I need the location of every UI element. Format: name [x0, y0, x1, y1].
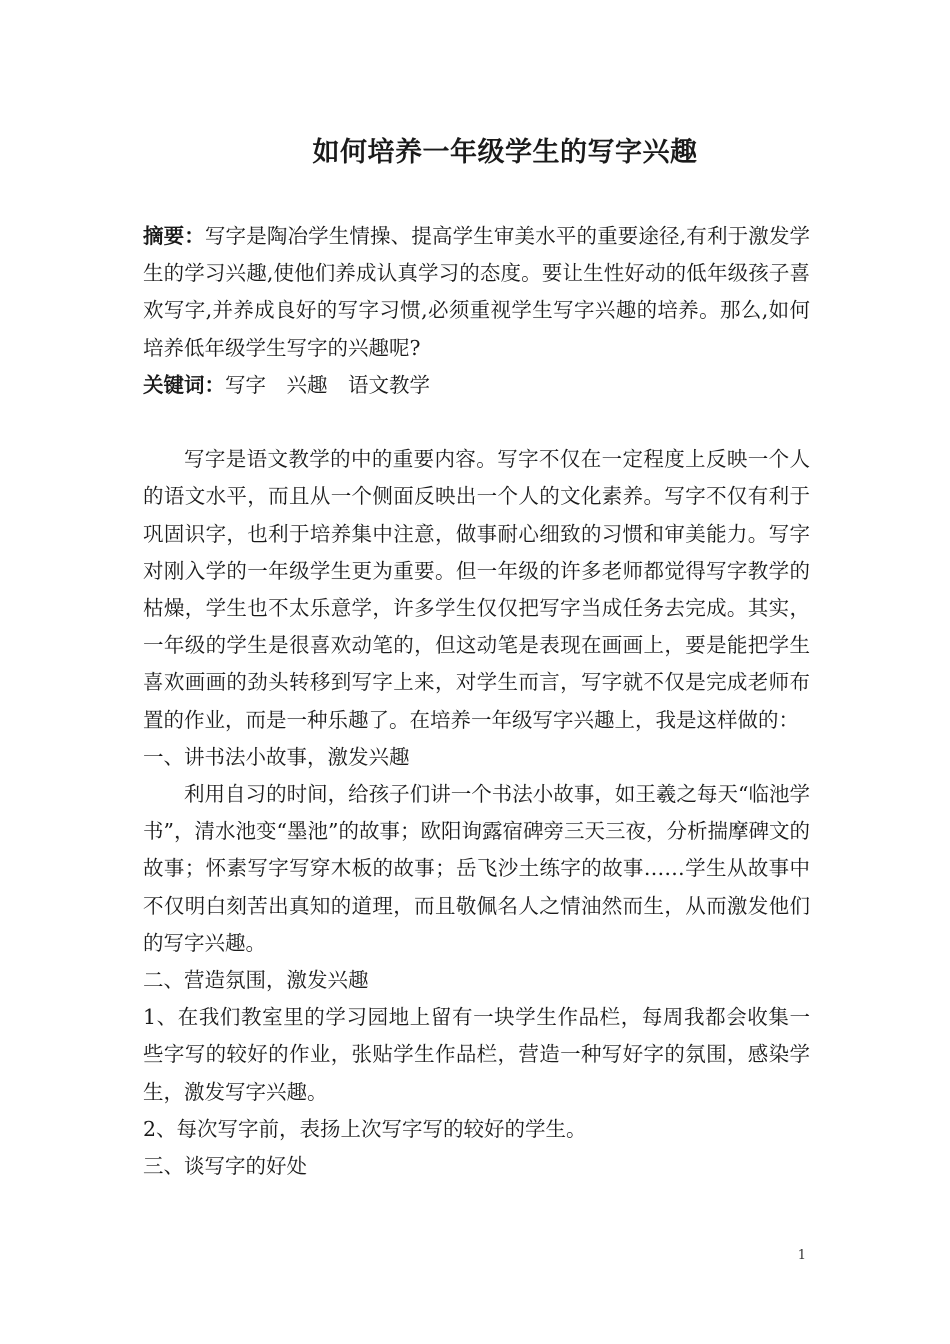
document-title: 如何培养一年级学生的写字兴趣	[312, 137, 698, 168]
keyword-3: 语文教学	[348, 372, 430, 397]
section-1-heading: 一、讲书法小故事，激发兴趣	[143, 744, 410, 769]
document-body	[143, 218, 810, 1185]
page-number: 1	[797, 1248, 806, 1263]
section-2-heading: 二、营造氛围，激发兴趣	[143, 968, 369, 993]
section-3-heading: 三、谈写字的好处	[143, 1154, 307, 1179]
intro-paragraph: 写字是语文教学的中的重要内容。写字不仅在一定程度上反映一个人的语文水平，而且从一个侧面反映出一个人的文化素养。写字不仅有利于巩固识字，也利于培养集中注意，做事耐心细致的习惯和审美能力。写字对刚入学的一年级学生更为重要。但一年级的许多老师都觉得写字教学的枯燥，学生也不太乐意学，许多学生仅仅把写字当成任务去完成。其实，一年级的学生是很喜欢动笔的，但这动笔是表现在画画上，要是能把学生喜欢画画的劲头转移到写字上来，对学生而言，写字就不仅是完成老师布置的作业，而是一种乐趣了。在培养一年级写字兴趣上，我是这样做的：	[143, 447, 810, 732]
section-1-paragraph: 利用自习的时间，给孩子们讲一个书法小故事，如王羲之每天“临池学书”，清水池变“墨池”的故事；欧阳询露宿碑旁三天三夜，分析揣摩碑文的故事；怀素写字写穿木板的故事；岳飞沙土练字的故事……学生从故事中不仅明白刻苦出真知的道理，而且敬佩名人之情油然而生，从而激发他们的写字兴趣。	[143, 782, 810, 955]
abstract-paragraph	[143, 218, 810, 367]
keywords-label: 关键词：	[143, 372, 225, 397]
abstract-label: 摘要：	[143, 224, 205, 248]
abstract-text: 写字是陶冶学生情操、提高学生审美水平的重要途径,有利于激发学生的学习兴趣,使他们养成认真学习的态度。要让生性好动的低年级孩子喜欢写字,并养成良好的写字习惯,必须重视学生写字兴趣的培养。那么,如何培养低年级学生写字的兴趣呢?	[143, 224, 811, 360]
blank-line	[143, 404, 810, 441]
section-2-item-1: 1、在我们教室里的学习园地上留有一块学生作品栏，每周我都会收集一些字写的较好的作业，张贴学生作品栏，营造一种写好字的氛围，感染学生，激发写字兴趣。	[143, 1005, 810, 1104]
keyword-1: 写字	[225, 372, 266, 397]
section-2-item-2: 2、每次写字前，表扬上次写字写的较好的学生。	[143, 1116, 587, 1141]
keywords-line	[143, 367, 810, 404]
keyword-2: 兴趣	[286, 372, 328, 397]
